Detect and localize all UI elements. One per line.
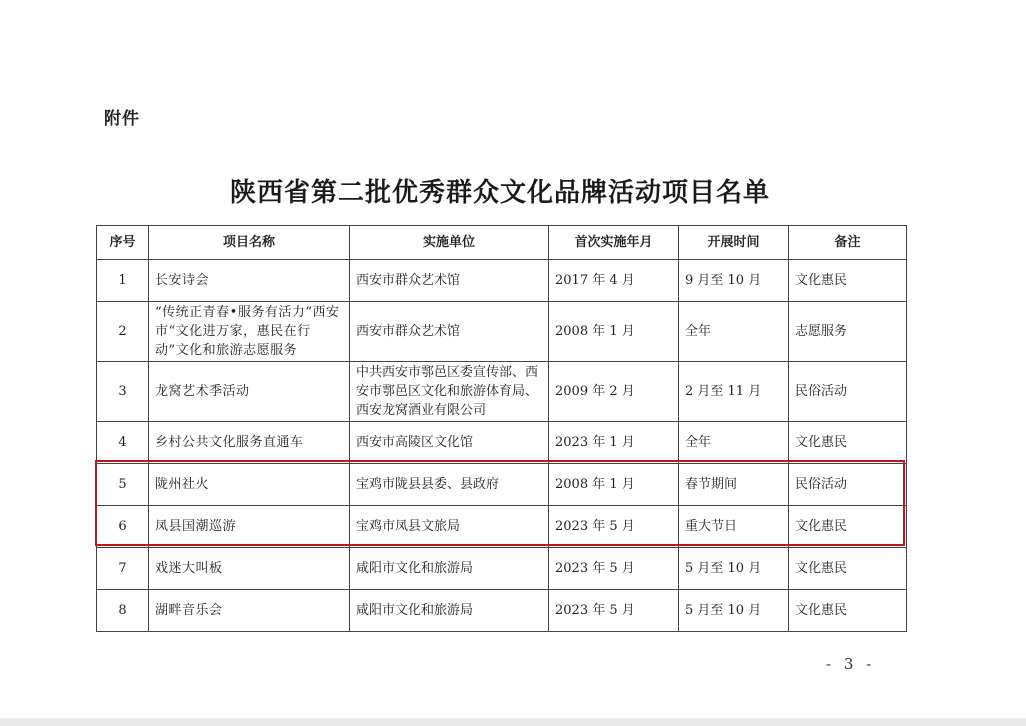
cell-project-name: 龙窝艺术季活动 [149, 362, 350, 422]
table-row [97, 302, 907, 362]
cell-note: 文化惠民 [789, 506, 907, 548]
cell-note: 文化惠民 [789, 548, 907, 590]
cell-period: 春节期间 [679, 464, 789, 506]
table-row [97, 422, 907, 464]
cell-period: 重大节日 [679, 506, 789, 548]
document-title: 陕西省第二批优秀群众文化品牌活动项目名单 [229, 178, 770, 208]
table-row [97, 506, 907, 548]
header-no: 序号 [97, 226, 149, 260]
cell-project-name: 乡村公共文化服务直通车 [149, 422, 350, 464]
cell-no: 3 [97, 362, 149, 422]
cell-first-date: 2023 年 1 月 [549, 422, 679, 464]
cell-implementing-unit: 西安市群众艺术馆 [350, 260, 549, 302]
cell-first-date: 2008 年 1 月 [549, 302, 679, 362]
header-note: 备注 [789, 226, 907, 260]
cell-implementing-unit: 西安市群众艺术馆 [350, 302, 549, 362]
cell-no: 2 [97, 302, 149, 362]
attachment-label: 附件 [104, 109, 140, 129]
cell-period: 5 月至 10 月 [679, 548, 789, 590]
header-project-name: 项目名称 [149, 226, 350, 260]
cell-note: 志愿服务 [789, 302, 907, 362]
cell-project-name: 陇州社火 [149, 464, 350, 506]
cell-note: 文化惠民 [789, 422, 907, 464]
table-row [97, 548, 907, 590]
cell-implementing-unit: 咸阳市文化和旅游局 [350, 548, 549, 590]
project-list-table [96, 225, 907, 632]
cell-first-date: 2017 年 4 月 [549, 260, 679, 302]
page-bottom-edge [0, 718, 1026, 726]
cell-note: 民俗活动 [789, 464, 907, 506]
cell-implementing-unit: 宝鸡市凤县文旅局 [350, 506, 549, 548]
cell-period: 9 月至 10 月 [679, 260, 789, 302]
cell-note: 民俗活动 [789, 362, 907, 422]
header-first-date: 首次实施年月 [549, 226, 679, 260]
header-implementing-unit: 实施单位 [350, 226, 549, 260]
cell-no: 7 [97, 548, 149, 590]
cell-implementing-unit: 中共西安市鄠邑区委宣传部、西安市鄠邑区文化和旅游体育局、西安龙窝酒业有限公司 [350, 362, 549, 422]
cell-note: 文化惠民 [789, 260, 907, 302]
cell-project-name: 戏迷大叫板 [149, 548, 350, 590]
cell-period: 全年 [679, 302, 789, 362]
cell-project-name: 长安诗会 [149, 260, 350, 302]
cell-period: 5 月至 10 月 [679, 590, 789, 632]
cell-first-date: 2023 年 5 月 [549, 506, 679, 548]
cell-first-date: 2023 年 5 月 [549, 548, 679, 590]
cell-implementing-unit: 西安市高陵区文化馆 [350, 422, 549, 464]
page-number: - 3 - [826, 655, 876, 673]
cell-no: 8 [97, 590, 149, 632]
cell-first-date: 2023 年 5 月 [549, 590, 679, 632]
cell-implementing-unit: 咸阳市文化和旅游局 [350, 590, 549, 632]
cell-project-name: “传统正青春•服务有活力”西安市“文化进万家，惠民在行动”文化和旅游志愿服务 [149, 302, 350, 362]
cell-no: 4 [97, 422, 149, 464]
cell-note: 文化惠民 [789, 590, 907, 632]
cell-first-date: 2009 年 2 月 [549, 362, 679, 422]
table-row [97, 590, 907, 632]
cell-implementing-unit: 宝鸡市陇县县委、县政府 [350, 464, 549, 506]
cell-first-date: 2008 年 1 月 [549, 464, 679, 506]
cell-project-name: 湖畔音乐会 [149, 590, 350, 632]
table-header-row [97, 226, 907, 260]
table-row [97, 260, 907, 302]
header-period: 开展时间 [679, 226, 789, 260]
table-row [97, 362, 907, 422]
cell-no: 5 [97, 464, 149, 506]
cell-no: 6 [97, 506, 149, 548]
cell-period: 2 月至 11 月 [679, 362, 789, 422]
table-row [97, 464, 907, 506]
cell-period: 全年 [679, 422, 789, 464]
cell-no: 1 [97, 260, 149, 302]
cell-project-name: 凤县国潮巡游 [149, 506, 350, 548]
